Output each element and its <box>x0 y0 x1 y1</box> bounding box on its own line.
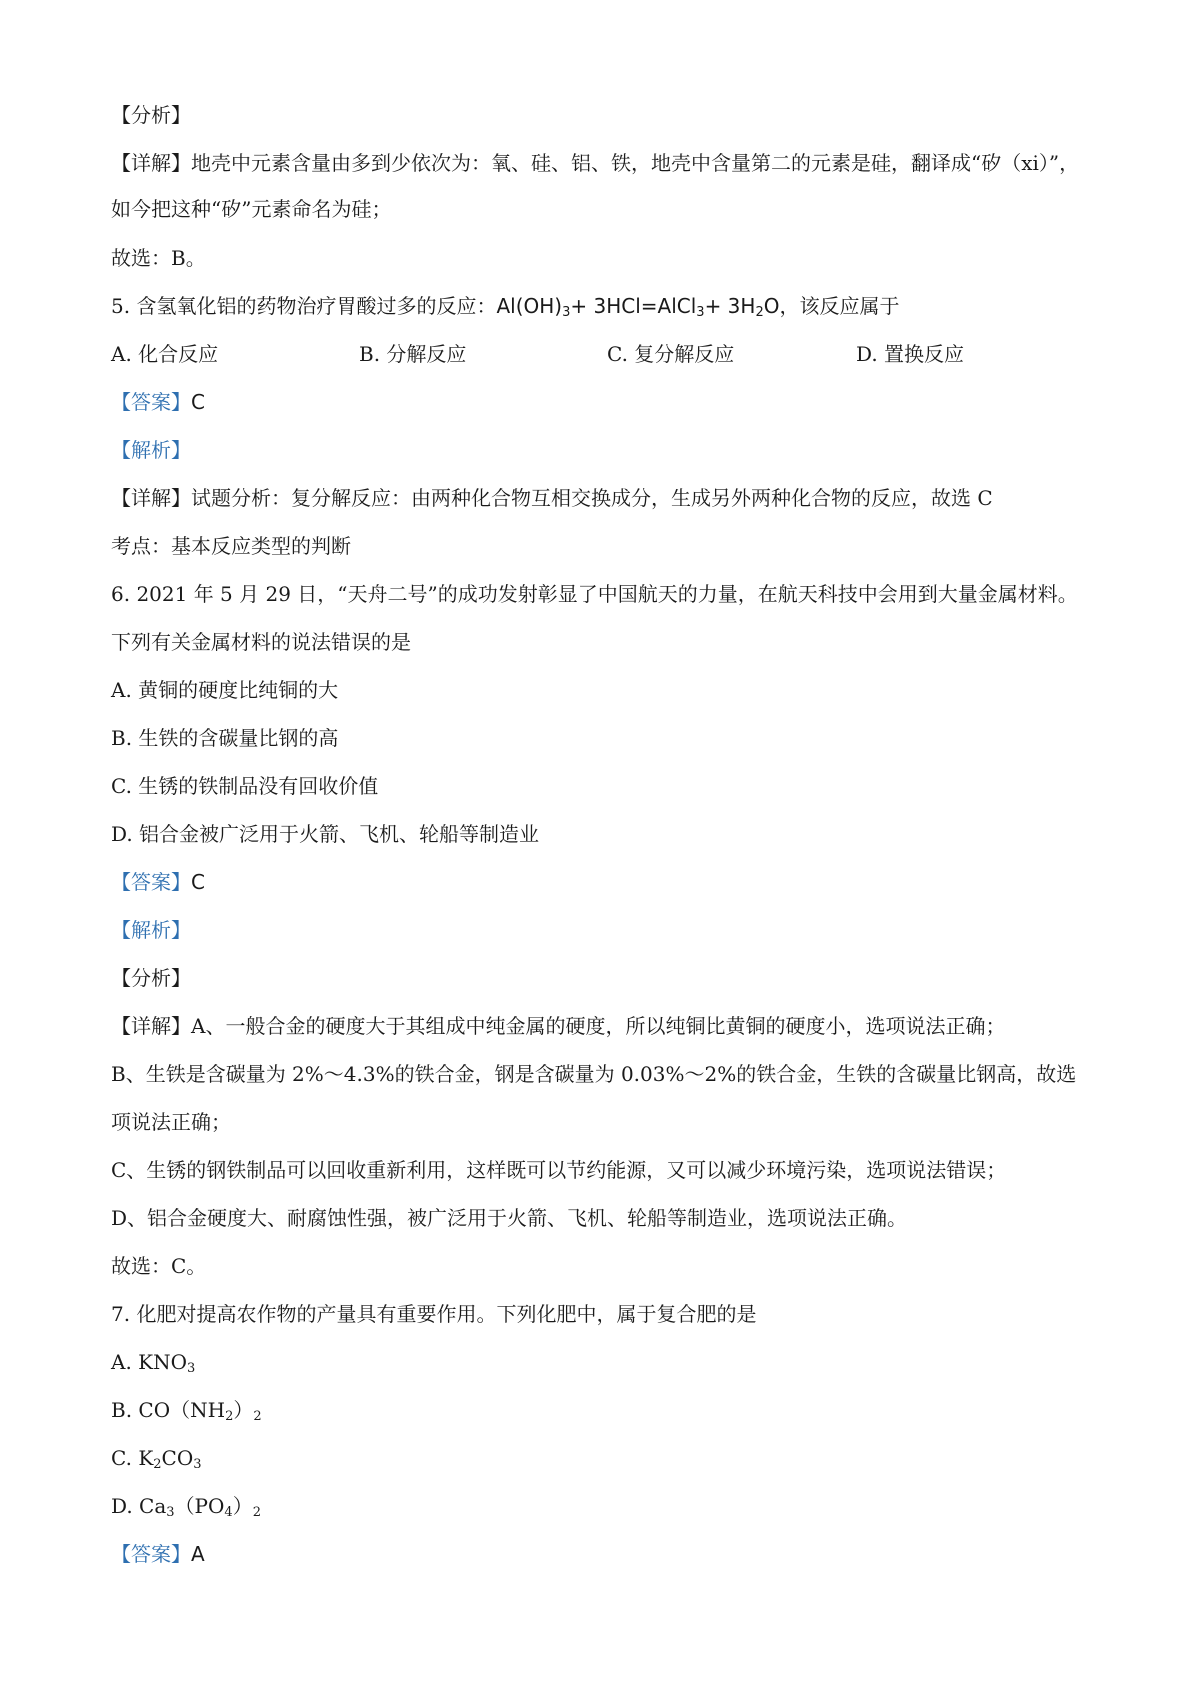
q4-choice: 故选：B。 <box>111 246 206 270</box>
q6-detail-b2: 项说法正确； <box>111 1110 231 1134</box>
q4-analysis-label: 【分析】 <box>111 103 191 127</box>
q6-explanation-label: 【解析】 <box>111 918 191 942</box>
q5-explanation-label: 【解析】 <box>111 438 191 462</box>
q6-stem-line2: 下列有关金属材料的说法错误的是 <box>111 630 411 654</box>
q5-option-c: C. 复分解反应 <box>607 342 735 366</box>
q5-option-a: A. 化合反应 <box>111 342 219 366</box>
q6-detail-b1: B、生铁是含碳量为 2%～4.3%的铁合金，钢是含碳量为 0.03%～2%的铁合金，生铁的含碳量比钢高，故选 <box>111 1062 1077 1086</box>
q7-stem: 7. 化肥对提高农作物的产量具有重要作用。下列化肥中，属于复合肥的是 <box>111 1302 757 1326</box>
q6-option-d: D. 铝合金被广泛用于火箭、飞机、轮船等制造业 <box>111 822 540 846</box>
q7-option-c: C. $K_2CO_3$ <box>111 1446 202 1472</box>
q5-answer: 【答案】C <box>111 390 205 414</box>
q6-detail-a: 【详解】A、一般合金的硬度大于其组成中纯金属的硬度，所以纯铜比黄铜的硬度小，选项说法正确； <box>111 1014 1006 1038</box>
q5-option-d: D. 置换反应 <box>856 342 965 366</box>
q6-choice: 故选：C。 <box>111 1254 207 1278</box>
q6-detail-c: C、生锈的钢铁制品可以回收重新利用，这样既可以节约能源，又可以减少环境污染，选项说法错误； <box>111 1158 1007 1182</box>
q7-answer: 【答案】A <box>111 1542 205 1566</box>
q4-detail-line2: 如今把这种“矽”元素命名为硅； <box>111 197 392 221</box>
q5-option-b: B. 分解反应 <box>359 342 467 366</box>
q6-option-b: B. 生铁的含碳量比钢的高 <box>111 726 339 750</box>
q5-options <box>111 341 1011 367</box>
q6-answer: 【答案】C <box>111 870 205 894</box>
q6-option-a: A. 黄铜的硬度比纯铜的大 <box>111 678 339 702</box>
q5-equation: $Al(OH)_3+$ 3HCl=AlCl$_3$+ $3H_2O$ <box>496 294 780 320</box>
q7-option-d: D. $Ca_3(PO_4)_2$ <box>111 1494 261 1520</box>
q6-stem-line1: 6. 2021 年 5 月 29 日，“天舟二号”的成功发射彰显了中国航天的力量，在航天科技中会用到大量金属材料。 <box>111 582 1078 606</box>
q5-kaodian: 考点：基本反应类型的判断 <box>111 534 351 558</box>
q4-detail-line1: 【详解】地壳中元素含量由多到少依次为：氧、硅、铝、铁，地壳中含量第二的元素是硅，翻译成“矽（xi）”， <box>111 151 1080 175</box>
q7-option-a: A. $KNO_3$ <box>111 1350 196 1376</box>
q6-analysis-label: 【分析】 <box>111 966 191 990</box>
q6-detail-d: D、铝合金硬度大、耐腐蚀性强，被广泛用于火箭、飞机、轮船等制造业，选项说法正确。 <box>111 1206 908 1230</box>
q6-option-c: C. 生锈的铁制品没有回收价值 <box>111 774 379 798</box>
q5-stem: 5. 含氢氧化铝的药物治疗胃酸过多的反应：$Al(OH)_3+$ 3HCl=AlCl$_3$+ $3H_2O$，该反应属于 <box>111 294 900 320</box>
q5-detail: 【详解】试题分析：复分解反应：由两种化合物互相交换成分，生成另外两种化合物的反应，故选 C <box>111 486 993 510</box>
q7-option-b: B. $CO(NH_2)_2$ <box>111 1398 262 1424</box>
